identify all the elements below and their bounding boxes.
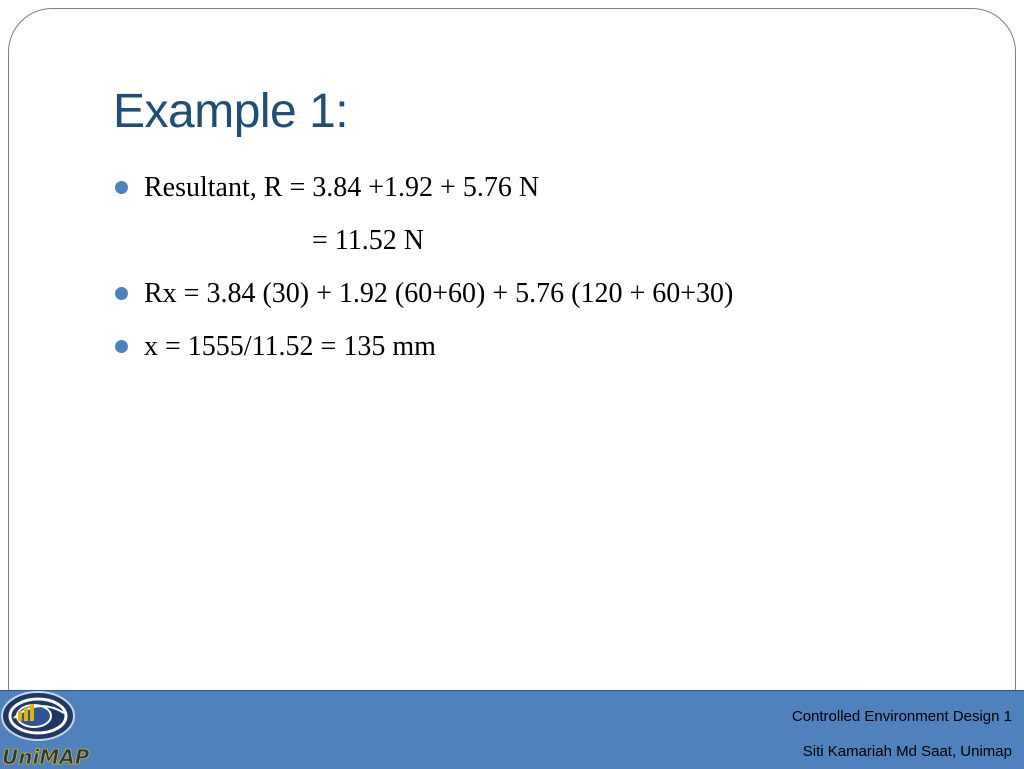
bullet-dot: [115, 181, 128, 194]
bullet-text: Rx = 3.84 (30) + 1.92 (60+60) + 5.76 (120 + 60+30): [144, 278, 734, 309]
bullet-dot: [115, 287, 128, 300]
bullet-text: Resultant, R = 3.84 +1.92 + 5.76 N: [144, 172, 540, 203]
footer-course-title: Controlled Environment Design 1: [791, 708, 1012, 725]
unimap-logo-icon: [0, 691, 90, 769]
bullet-text: x = 1555/11.52 = 135 mm: [144, 331, 436, 362]
svg-text:UniMAP: UniMAP: [2, 745, 90, 769]
bullet-dot: [115, 340, 128, 353]
bullet-continuation-text: = 11.52 N: [312, 225, 424, 256]
footer-bar: [0, 690, 1024, 769]
footer-author: Siti Kamariah Md Saat, Unimap: [802, 743, 1012, 760]
slide-title: Example 1:: [113, 85, 349, 138]
